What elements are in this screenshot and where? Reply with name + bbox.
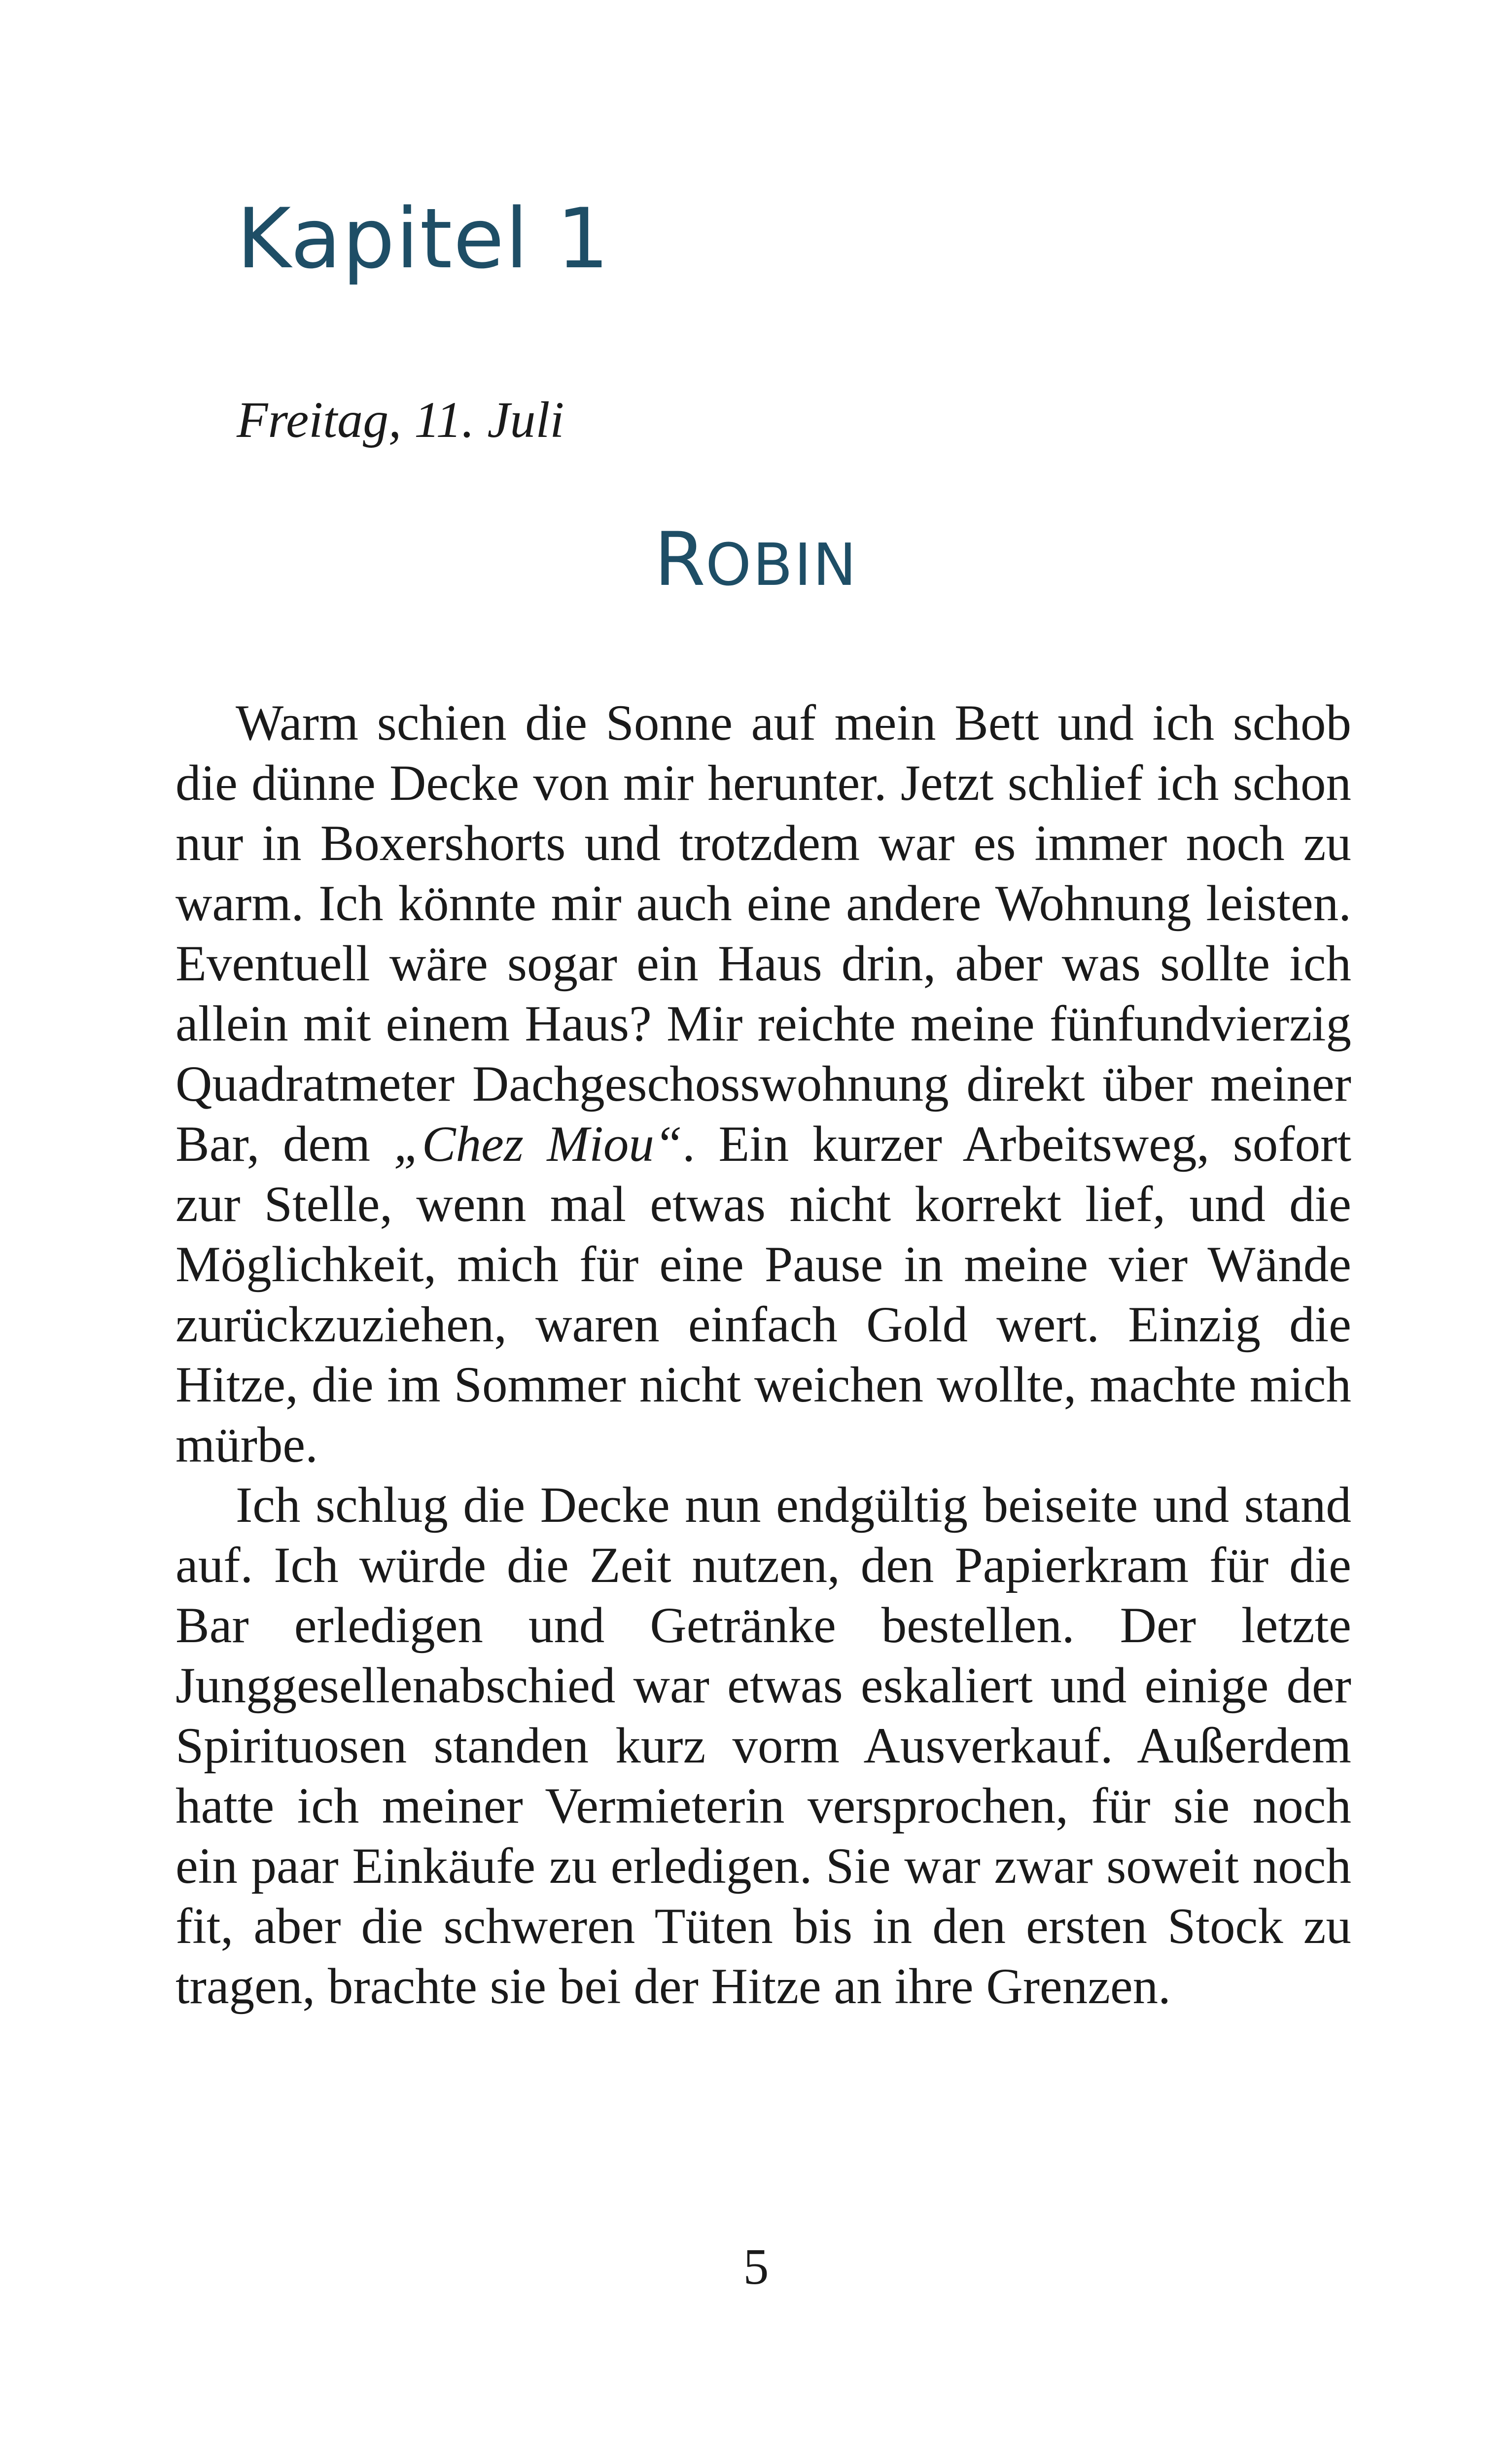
paragraph-2: Ich schlug die Decke nun endgültig beiseite und stand auf. Ich würde die Zeit nutzen, den Papierkram für die Bar erledigen und Getränke bestellen. Der letzte Junggesellenabschied war etwas eskaliert und einige der Spirituosen standen kurz vorm Ausverkauf. Außerdem hatte ich meiner Vermieterin versprochen, für sie noch ein paar Einkäufe zu erledigen. Sie war zwar soweit noch fit, aber die schweren Tüten bis in den ersten Stock zu tragen, brachte sie bei der Hitze an ihre Grenzen.: [176, 1477, 1351, 2014]
paragraph-1: [176, 693, 1351, 1475]
chapter-title: Kapitel 1: [237, 190, 610, 287]
chapter-date: Freitag, 11. Juli: [237, 392, 564, 448]
body-text: [176, 693, 1351, 2016]
pov-character-heading: [0, 517, 1512, 603]
page-number: 5: [743, 2238, 769, 2295]
bar-name: „Chez Miou“: [393, 1116, 683, 1172]
paragraph-1-start: Warm schien die Sonne auf mein Bett und ich schob die dünne Decke von mir herunter. Jetzt schlief ich schon nur in Boxershorts und trotzdem war es immer noch zu warm. Ich könnte mir auch eine andere Wohnung leisten. Eventuell wäre sogar ein Haus drin, aber was sollte ich allein mit einem Haus? Mir reichte meine fünfundvierzig Quadratmeter Dachgeschosswohnung direkt über meiner Bar, dem: [176, 695, 1351, 1172]
pov-name-rest: OBIN: [705, 531, 858, 599]
pov-initial: R: [654, 517, 706, 603]
paragraph-1-end: . Ein kurzer Arbeitsweg, sofort zur Stelle, wenn mal etwas nicht korrekt lief, und die Möglichkeit, mich für eine Pause in meine vier Wände zurückzuziehen, waren einfach Gold wert. Einzig die Hitze, die im Sommer nicht weichen wollte, machte mich mürbe.: [176, 1116, 1352, 1473]
